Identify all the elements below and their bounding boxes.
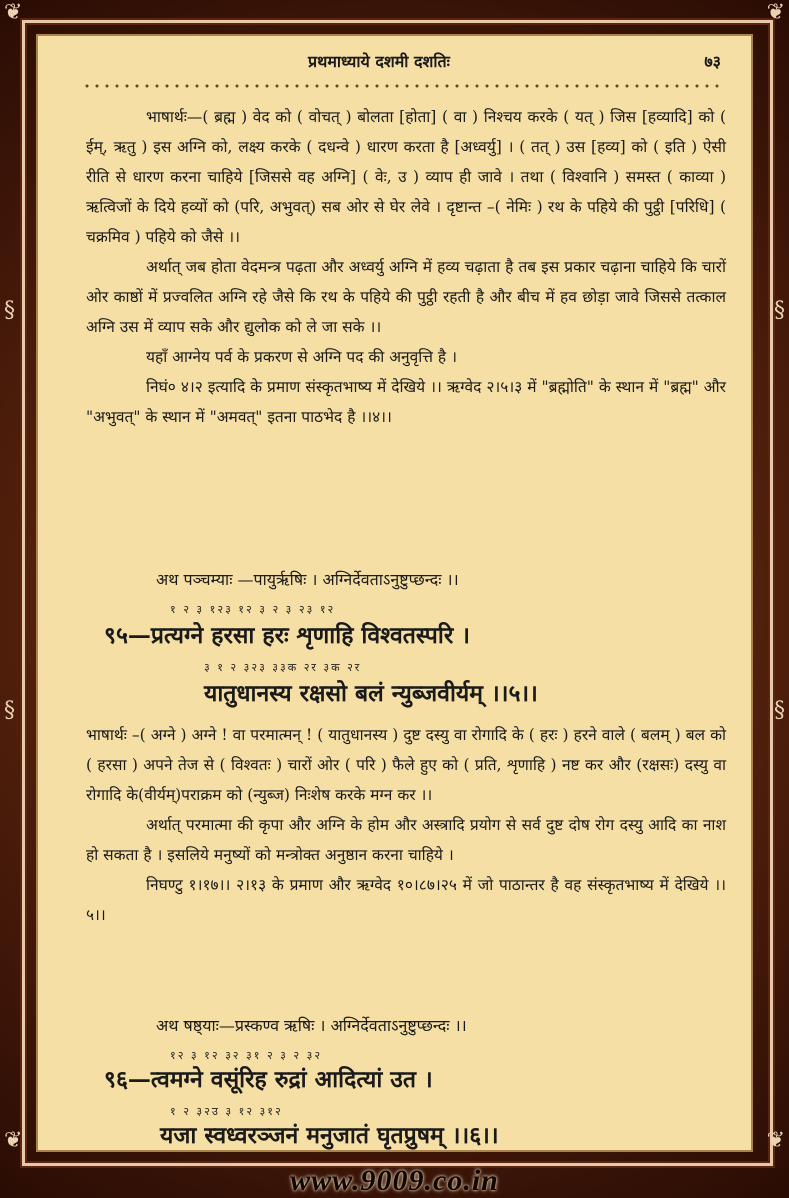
verse-96-svara-1: १२ ३ १२ ३२ ३१ २ ३ २ ३२: [170, 1049, 323, 1062]
bhasharth-paragraph: भाषार्थः—( ब्रह्म ) वेद को ( वोचत् ) बोलता [होता] ( वा ) निश्चय करके ( यत् ) जिस [हव्यादि] को ( ईम्, ऋतु ) इस अग्नि को, लक्ष्य करके ( दधन्वे ) धारण करता है [अध्वर्यु] । ( तत् ) उस [हव्य] को ( इति ) ऐसी रीति से धारण करना चाहिये [जिससे वह अग्नि] ( वेः, उ ) व्याप ही जावे । तथा ( विश्वानि ) समस्त ( काव्या ) ऋत्विजों के दिये हव्यों को (परि, अभुवत्) सब ओर से घेर लेवे । दृष्टान्त –( नेमिः ) रथ के पहिये की पुट्ठी [परिधि] ( चक्रमिव ) पहिये को जैसे ।।: [86, 108, 726, 246]
header-divider: [82, 82, 722, 90]
side-ornament-icon: §: [4, 298, 15, 323]
context-paragraph: यहाँ आग्नेय पर्व के प्रकरण से अग्नि पद की अनुवृत्ति है ।: [146, 348, 457, 366]
reference-paragraph: निघण्टु १।१७।। २।१३ के प्रमाण और ऋग्वेद १०।८७।२५ में जो पाठान्तर है वह संस्कृतभाष्य में देखिये ।।५।।: [86, 876, 726, 924]
verse-95-line-1: ९५—प्रत्यग्ने हरसा हरः शृणाहि विश्वतस्परि ।: [104, 622, 470, 649]
explanation-paragraph: अर्थात् परमात्मा की कृपा और अग्नि के होम और अस्त्रादि प्रयोग से सर्व दुष्ट दोष रोग दस्यु आदि का नाश हो सकता है । इसलिये मनुष्यों को मन्त्रोक्त अनुष्ठान करना चाहिये ।: [86, 816, 726, 864]
page-title: प्रथमाध्याये दशमी दशतिः: [308, 52, 450, 71]
website-watermark: www.9009.co.in: [290, 1164, 499, 1197]
corner-ornament-icon: ❦: [4, 1128, 23, 1153]
side-ornament-icon: §: [774, 298, 785, 323]
commentary-section-2: [86, 720, 726, 930]
verse-96-svara-2: १ २ ३२उ ३ १२ ३१२: [170, 1105, 283, 1118]
side-ornament-icon: §: [4, 698, 15, 723]
side-ornament-icon: §: [774, 698, 785, 723]
verse-96-line-1: ९६—त्वमग्ने वसूंरिह रुद्रां आदित्यां उत ।: [104, 1066, 433, 1093]
verse-95-intro: अथ पञ्चम्याः —पायुर्ऋषिः । अग्निर्देवताऽनुष्टुप्छन्दः ।।: [156, 570, 459, 589]
corner-ornament-icon: ❦: [4, 0, 23, 25]
corner-ornament-icon: ❦: [766, 1128, 785, 1153]
verse-95-svara-1: १ २ ३ १२३ १२ ३ २ ३ २३ १२: [170, 603, 336, 616]
bhasharth-paragraph: भाषार्थः –( अग्ने ) अग्ने ! वा परमात्मन् ! ( यातुधानस्य ) दुष्ट दस्यु वा रोगादि के ( हरः ) हरने वाले ( बलम् ) बल को ( हरसा ) अपने तेज से ( विश्वतः ) चारों ओर ( परि ) फैले हुए को ( प्रति, शृणाहि ) नष्ट कर और (रक्षसः) दस्यु वा रोगादि के(वीर्यम्)पराक्रम को (न्युब्ज) निःशेष करके मग्न कर ।।: [86, 726, 726, 804]
book-page: [36, 34, 753, 1152]
verse-96-intro: अथ षष्ठ्याः—प्रस्कण्व ऋषिः । अग्निर्देवताऽनुष्टुप्छन्दः ।।: [156, 1016, 467, 1035]
commentary-section-1: [86, 102, 726, 432]
explanation-paragraph: अर्थात् जब होता वेदमन्त्र पढ़ता और अध्वर्यु अग्नि में हव्य चढ़ाता है तब इस प्रकार चढ़ाना चाहिये कि चारों ओर काष्ठों में प्रज्वलित अग्नि रहे जैसे कि रथ के पहिये की पुट्ठी रहती है और बीच में हव छोड़ा जावे जिससे तत्काल अग्नि उस में व्याप सके और द्युलोक को ले जा सके ।।: [86, 258, 726, 336]
verse-95-line-2: यातुधानस्य रक्षसो बलं न्युब्जवीर्यम् ।।५।।: [204, 680, 538, 707]
reference-paragraph: निघं० ४।२ इत्यादि के प्रमाण संस्कृतभाष्य में देखिये ।। ऋग्वेद २।५।३ में "ब्रह्मोति" के स्थान में "ब्रह्म" और "अभुवत्" के स्थान में "अमवत्" इतना पाठभेद है ।।४।।: [86, 378, 726, 426]
verse-95-svara-2: ३ १ २ ३२३ ३३क २र ३क २र: [204, 661, 362, 674]
page-number: ७३: [704, 52, 721, 71]
corner-ornament-icon: ❦: [766, 0, 785, 25]
verse-96-line-2: यजा स्वध्वरञ्जनं मनुजातं घृतप्रुषम् ।।६।।: [160, 1122, 499, 1149]
